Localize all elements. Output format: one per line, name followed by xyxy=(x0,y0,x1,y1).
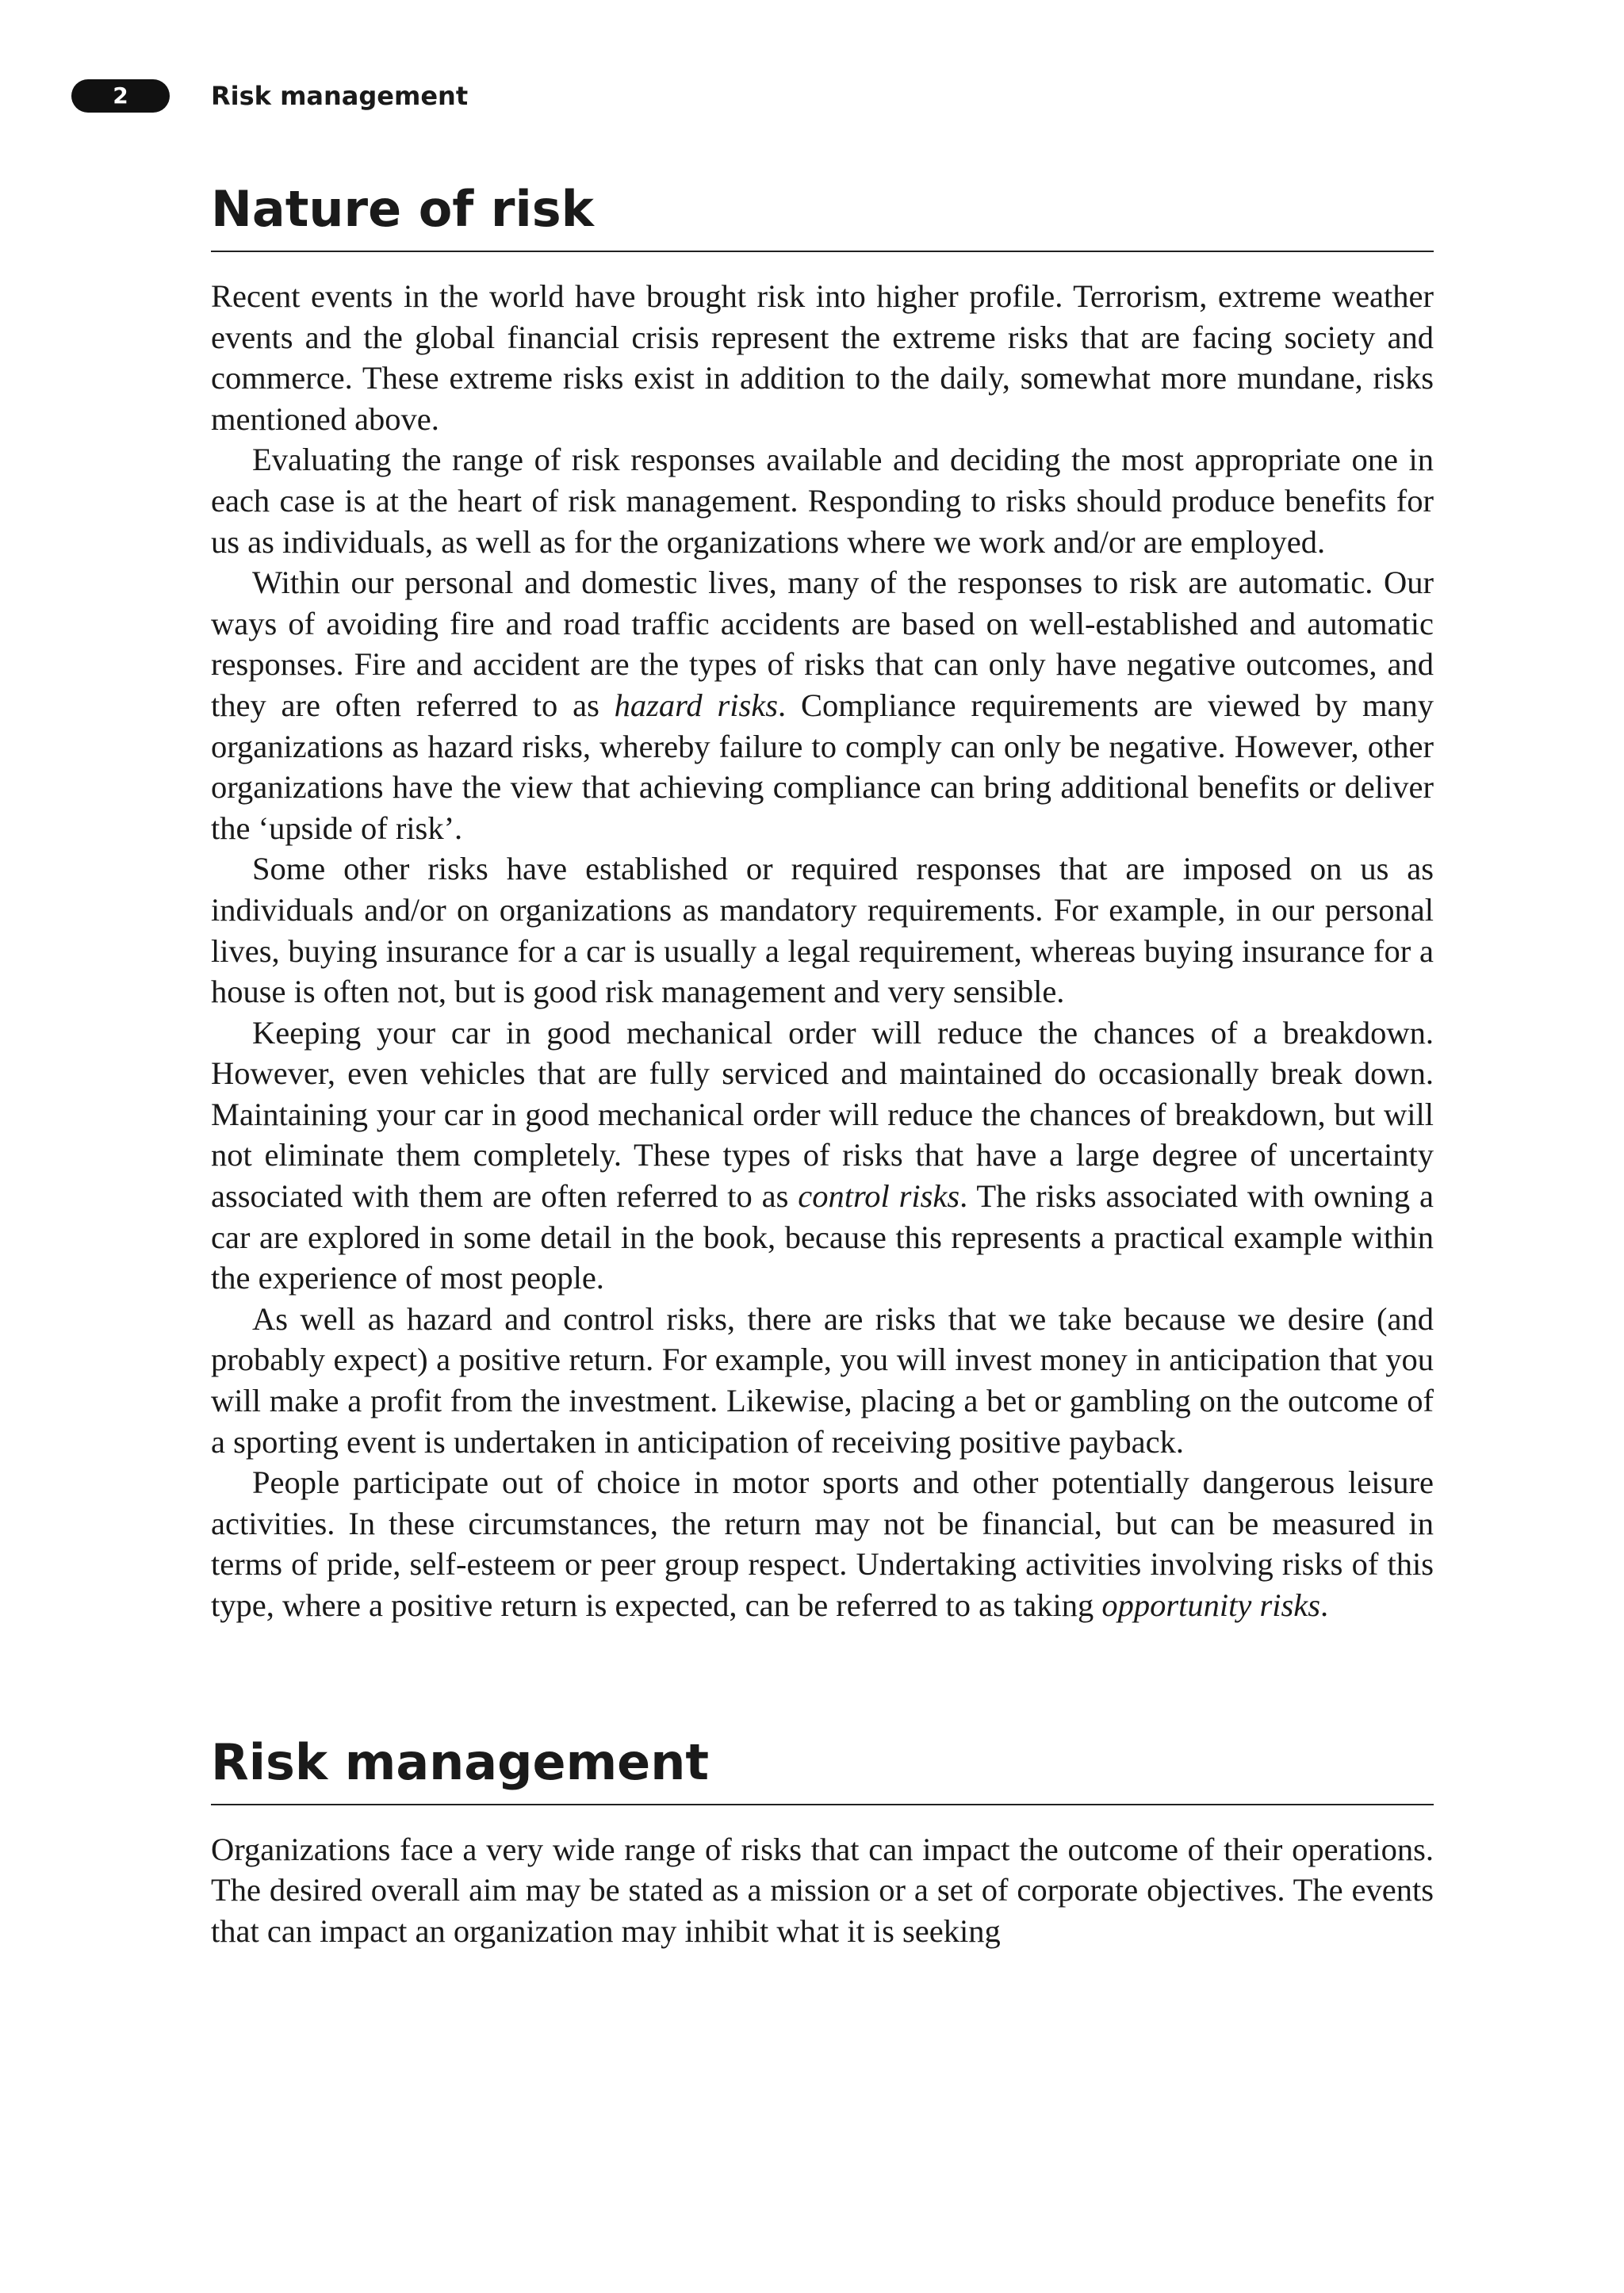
section-heading: Nature of risk xyxy=(211,176,1434,252)
paragraph: Within our personal and domestic lives, many of the responses to risk are automatic. Our ways of avoiding fire and road traffic accidents are based on well-established and automatic responses. Fire and accident are the types of risks that can only have negative outcomes, and they are often referred to as hazard risks. Compliance requirements are viewed by many organizations as hazard risks, whereby failure to comply can only be negative. However, other organizations have the view that achieving compliance can bring additional benefits or deliver the ‘upside of risk’. xyxy=(211,565,1434,846)
paragraph: As well as hazard and control risks, there are risks that we take because we desire (and probably expect) a positive return. For example, you will invest money in anticipation that you will make a profit from the investment. Likewise, placing a bet or gambling on the outcome of a sporting event is undertaken in anticipation of receiving positive payback. xyxy=(211,1300,1434,1460)
emphasis-term: hazard risks xyxy=(614,687,779,723)
emphasis-term: opportunity risks xyxy=(1101,1587,1321,1623)
page-content xyxy=(211,176,1434,1951)
running-header-title: Risk management xyxy=(211,81,469,111)
paragraph: Keeping your car in good mechanical order will reduce the chances of a breakdown. However, even vehicles that are fully serviced and maintained do occasionally break down. Maintaining your car in good mechanical order will reduce the chances of breakdown, but will not eliminate them completely. These types of risks that have a large degree of uncertainty associated with them are often referred to as control risks. The risks associated with owning a car are explored in some detail in the book, because this represents a practical example within the experience of most people. xyxy=(211,1014,1434,1296)
paragraph: People participate out of choice in motor sports and other potentially dangerous leisure activities. In these circumstances, the return may not be financial, but can be measured in terms of pride, self-esteem or peer group respect. Undertaking activities involving risks of this type, where a positive return is expected, can be referred to as taking opportunity risks. xyxy=(211,1464,1434,1623)
emphasis-term: control risks xyxy=(798,1178,960,1215)
section-heading: Risk management xyxy=(211,1729,1434,1805)
paragraph: Some other risks have established or required responses that are imposed on us as individuals and/or on organizations as mandatory requirements. For example, in our personal lives, buying insurance for a car is usually a legal requirement, whereas buying insurance for a house is often not, but is good risk management and very sensible. xyxy=(211,851,1434,1010)
paragraph: Recent events in the world have brought risk into higher profile. Terrorism, extreme weather events and the global financial crisis represent the extreme risks that are facing society and commerce. These extreme risks exist in addition to the daily, somewhat more mundane, risks mentioned above. xyxy=(211,278,1434,437)
section-nature-of-risk xyxy=(211,176,1434,1626)
section-risk-management xyxy=(211,1729,1434,1952)
page-number-badge: 2 xyxy=(71,79,170,113)
paragraph: Organizations face a very wide range of risks that can impact the outcome of their operations. The desired overall aim may be stated as a mission or a set of corporate objectives. The events that can impact an organization may inhibit what it is seeking xyxy=(211,1831,1434,1949)
section-body xyxy=(211,276,1434,1626)
paragraph: Evaluating the range of risk responses available and deciding the most appropriate one in each case is at the heart of risk management. Responding to risks should produce benefits for us as individuals, as well as for the organizations where we work and/or are employed. xyxy=(211,442,1434,560)
section-body xyxy=(211,1829,1434,1952)
